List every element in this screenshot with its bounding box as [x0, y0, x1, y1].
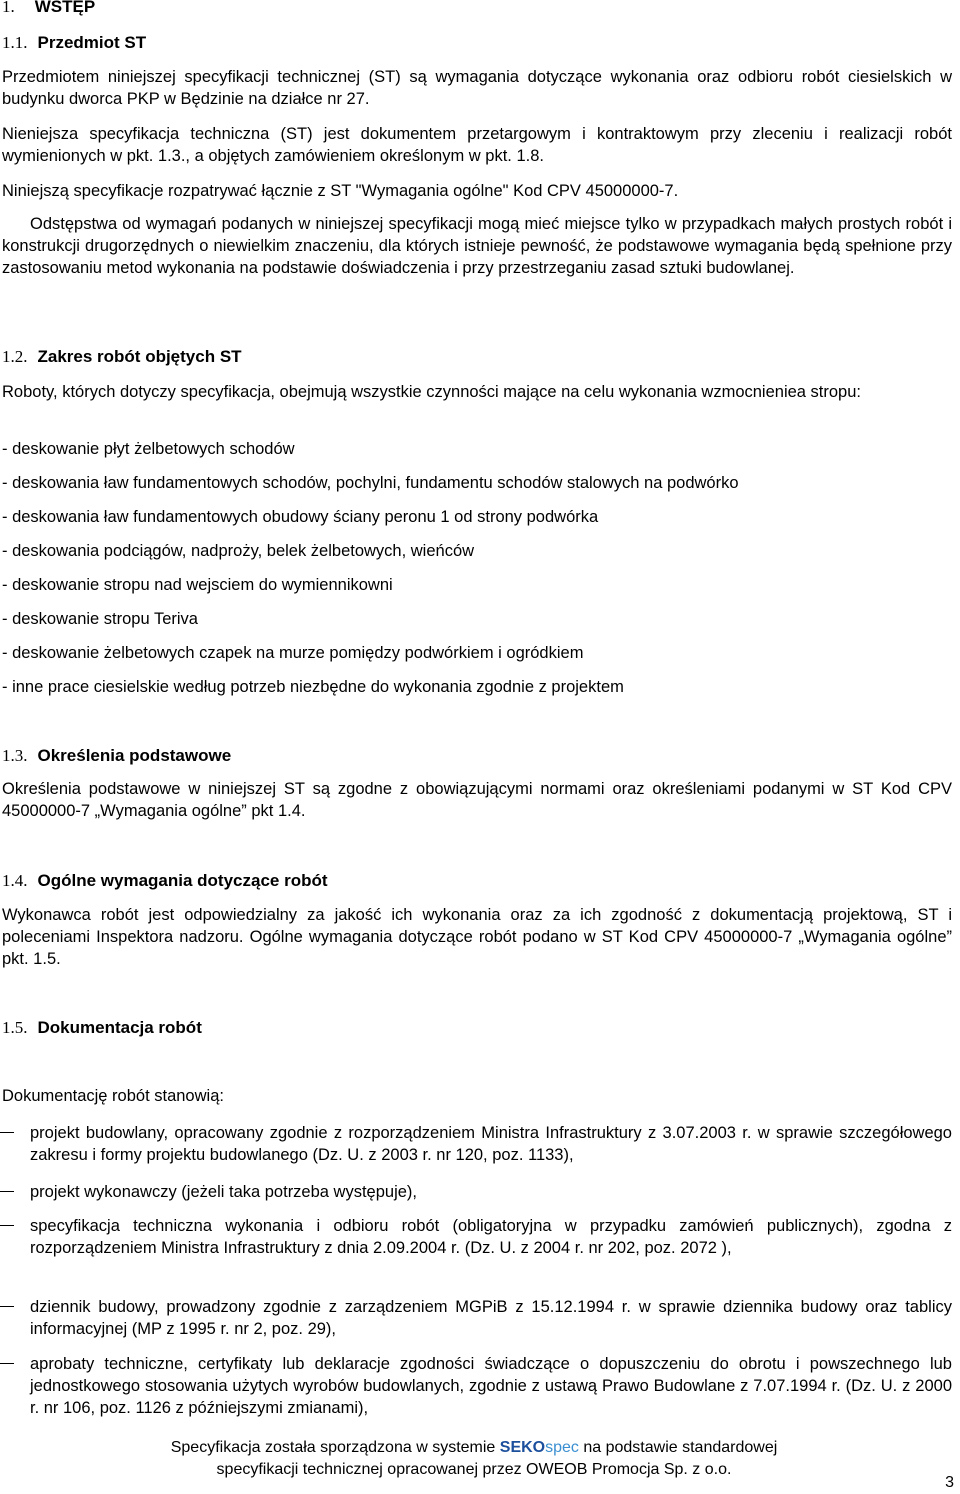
section-title: Określenia podstawowe	[37, 746, 232, 765]
footer-text: na podstawie standardowej	[583, 1439, 778, 1456]
paragraph: Niniejszą specyfikacje rozpatrywać łącznie z ST "Wymagania ogólne" Kod CPV 45000000-7.	[2, 182, 679, 200]
section-title: Zakres robót objętych ST	[37, 347, 242, 366]
section-number: 1.5.	[2, 1018, 28, 1037]
list-item-text: projekt budowlany, opracowany zgodnie z rozporządzeniem Ministra Infrastruktury z 3.07.2003 r. w sprawie szczegółowego zakresu i formy projektu budowlanego (Dz. U. z 2003 r. nr 120, poz. 1133),	[30, 1124, 952, 1164]
list-item: - deskowania ław fundamentowych obudowy ściany peronu 1 od strony podwórka	[2, 508, 599, 526]
list-item-text: aprobaty techniczne, certyfikaty lub deklaracje zgodności świadczące o dopuszczeniu do obrotu i powszechnego lub jednostkowego stosowania użytych wyrobów budowlanych, zgodnie z ustawą Prawo Budowlane z 7.07.1994 r. (Dz. U. z 2000 r. nr 106, poz. 1126 z późniejszymi zmianami),	[30, 1355, 952, 1417]
dash-bullet-icon	[0, 1363, 14, 1364]
footer-line-2: specyfikacji technicznej opracowanej przez OWEOB Promocja Sp. z o.o.	[216, 1461, 732, 1478]
section-number: 1.2.	[2, 347, 28, 366]
section-heading-1-3	[2, 745, 952, 767]
list-item: - deskowanie stropu Teriva	[2, 610, 198, 628]
paragraph: Odstępstwa od wymagań podanych w niniejszej specyfikacji mogą mieć miejsce tylko w przypadkach małych prostych robót i konstrukcji drugorzędnych o niewielkim znaczeniu, dla których istnieje pewność, że podstawowe wymagania będą spełnione przy zastosowaniu metod wykonania na podstawie doświadczenia i przy przestrzeganiu zasad sztuki budowlanej.	[2, 215, 952, 277]
section-title: Dokumentacja robót	[37, 1018, 202, 1037]
list-item	[0, 1353, 952, 1419]
section-heading-1-5	[2, 1017, 952, 1039]
footer-line-1	[0, 1437, 948, 1458]
sekospec-logo	[500, 1439, 579, 1456]
section-title: WSTĘP	[34, 0, 96, 16]
section-heading-1	[2, 0, 952, 18]
list-item-text: dziennik budowy, prowadzony zgodnie z zarządzeniem MGPiB z 15.12.1994 r. w sprawie dziennika budowy oraz tablicy informacyjnej (MP z 1995 r. nr 2, poz. 29),	[30, 1298, 952, 1338]
list-item	[0, 1181, 952, 1203]
page-number: 3	[945, 1474, 954, 1491]
dash-bullet-icon	[0, 1132, 14, 1133]
list-item	[0, 1122, 952, 1166]
list-item: - deskowanie płyt żelbetowych schodów	[2, 440, 295, 458]
section-number: 1.3.	[2, 746, 28, 765]
section-number: 1.	[2, 0, 15, 16]
list-item: - deskowanie stropu nad wejsciem do wymiennikowni	[2, 576, 393, 594]
paragraph: Przedmiotem niniejszej specyfikacji technicznej (ST) są wymagania dotyczące wykonania oraz odbioru robót ciesielskich w budynku dworca PKP w Będzinie na działce nr 27.	[2, 68, 952, 108]
paragraph: Wykonawca robót jest odpowiedzialny za jakość ich wykonania oraz za ich zgodność z dokumentacją projektową, ST i poleceniami Inspektora nadzoru. Ogólne wymagania dotyczące robót podano w ST Kod CPV 45000000-7 „Wymagania ogólne” pkt. 1.5.	[2, 906, 952, 968]
section-title: Ogólne wymagania dotyczące robót	[37, 871, 328, 890]
brand-seko: SEKO	[499, 1439, 546, 1456]
dash-bullet-icon	[0, 1306, 14, 1307]
list-item	[0, 1215, 952, 1259]
paragraph: Dokumentację robót stanowią:	[2, 1087, 224, 1105]
section-number: 1.1.	[2, 33, 28, 52]
list-item	[0, 1296, 952, 1340]
list-item-text: projekt wykonawczy (jeżeli taka potrzeba występuje),	[30, 1183, 418, 1201]
paragraph: Określenia podstawowe w niniejszej ST są zgodne z obowiązującymi normami oraz określeniami podanymi w ST Kod CPV 45000000-7 „Wymagania ogólne” pkt 1.4.	[2, 780, 952, 820]
section-heading-1-4	[2, 870, 952, 892]
section-heading-1-1	[2, 32, 952, 54]
section-number: 1.4.	[2, 871, 28, 890]
section-heading-1-2	[2, 346, 952, 368]
section-title: Przedmiot ST	[37, 33, 147, 52]
dash-bullet-icon	[0, 1191, 14, 1192]
brand-spec: spec	[545, 1439, 579, 1456]
list-item-text: specyfikacja techniczna wykonania i odbioru robót (obligatoryjna w przypadku zamówień publicznych), zgodna z rozporządzeniem Ministra Infrastruktury z dnia 2.09.2004 r. (Dz. U. z 2004 r. nr 202, poz. 2072 ),	[30, 1217, 952, 1257]
list-item: - deskowanie żelbetowych czapek na murze pomiędzy podwórkiem i ogródkiem	[2, 644, 584, 662]
footer-text: Specyfikacja została sporządzona w systemie	[170, 1439, 496, 1456]
dash-bullet-icon	[0, 1225, 14, 1226]
list-item: - inne prace ciesielskie według potrzeb niezbędne do wykonania zgodnie z projektem	[2, 678, 624, 696]
paragraph: Nieniejsza specyfikacja techniczna (ST) jest dokumentem przetargowym i kontraktowym przy zleceniu i realizacji robót wymienionych w pkt. 1.3., a objętych zamówieniem określonym w pkt. 1.8.	[2, 125, 952, 165]
paragraph: Roboty, których dotyczy specyfikacja, obejmują wszystkie czynności mające na celu wykonania wzmocnieniea stropu:	[2, 383, 861, 401]
list-item: - deskowania ław fundamentowych schodów, pochylni, fundamentu schodów stalowych na podwórko	[2, 474, 739, 492]
list-item: - deskowania podciągów, nadproży, belek żelbetowych, wieńców	[2, 542, 475, 560]
